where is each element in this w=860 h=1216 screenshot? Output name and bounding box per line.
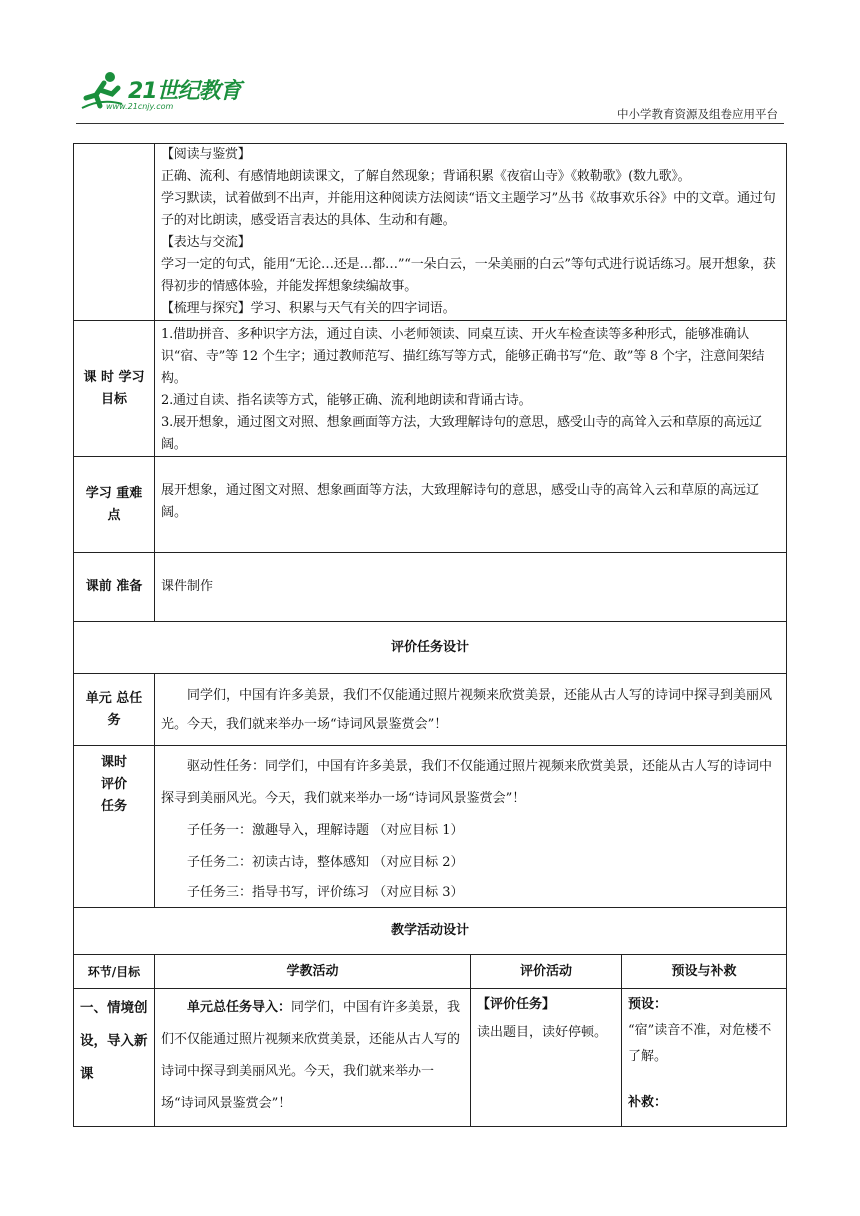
explore-text: 【梳理与探究】学习、积累与天气有关的四字词语。 [161,301,456,316]
goal-item: 1.借助拼音、多种识字方法，通过自读、小老师领读、同桌互读、开火车检查读等多种形式，能够准确认识“宿、寺”等 12 个生字；通过教师范写、描红练写等方式，能够正确书写“危、敢”等 8 个字，注意间架结构。 [161,327,765,386]
unit-goals-row [74,144,787,321]
lesson-task-label-2: 评价 [100,777,127,792]
sub-task-2: 子任务二：初读古诗，整体感知 （对应目标 2） [187,855,464,870]
eval-task-text: 读出题目，读好停顿。 [477,1025,608,1040]
lesson-task-label [74,746,155,908]
reading-text-2: 学习默读，试着做到不出声，并能用这种阅读方法阅读“语文主题学习”丛书《故事欢乐谷》中的文章。通过句子的对比朗读，感受语言表达的具体、生动和有趣。 [161,191,776,228]
key-points-row [74,457,787,553]
express-text: 学习一定的句式，能用“无论…还是…都…”“一朵白云，一朵美丽的白云”等句式进行说话练习。展开想象，获得初步的情感体验，并能发挥想象续编故事。 [161,257,776,294]
col-eval-header: 评价活动 [471,955,622,989]
drive-task: 驱动性任务：同学们，中国有许多美景，我们不仅能通过照片视频来欣赏美景，还能从古人写的诗词中探寻到美丽风光。今天，我们就来举办一场“诗词风景鉴赏会”！ [161,759,773,806]
col-preset-header: 预设与补救 [622,955,787,989]
activity-header-row [74,955,787,989]
col-stage-header: 环节/目标 [74,955,155,989]
logo-url: www.21cnjy.com [106,102,174,111]
lesson-task-row [74,746,787,908]
preset-head: 预设： [628,997,668,1012]
express-head: 【表达与交流】 [161,235,251,250]
unit-task-row [74,674,787,746]
lesson-plan-table [73,143,787,1127]
lesson-task-content [155,746,787,908]
prep-label: 课前 准备 [74,553,155,622]
activity-row [74,989,787,1127]
unit-task-intro-label: 单元总任务导入： [187,1000,292,1015]
lesson-goals-row [74,321,787,457]
prep-row [74,553,787,622]
col-teach-header: 学教活动 [155,955,471,989]
unit-task-label: 单元 总任务 [74,674,155,746]
teach-cell [155,989,471,1127]
key-points-text: 展开想象，通过图文对照、想象画面等方法，大致理解诗句的意思，感受山寺的高耸入云和草原的高远辽阔。 [155,457,787,553]
lesson-task-label-3: 任务 [100,799,127,814]
eval-cell [471,989,622,1127]
empty-label-cell [74,144,155,321]
platform-name: 中小学教育资源及组卷应用平台 [617,107,778,121]
reading-text-1: 正确、流利、有感情地朗读课文，了解自然现象；背诵积累《夜宿山寺》《敕勒歌》(数九歌》。 [161,169,691,184]
eval-task-head: 【评价任务】 [477,997,556,1012]
logo [76,68,276,112]
stage-cell: 一、情境创设，导入新课 [74,989,155,1127]
activity-section-title: 教学活动设计 [74,908,787,955]
unit-task-intro-text: 同学们，中国有许多美景，我们不仅能通过照片视频来欣赏美景，还能从古人写的诗词中探寻到美丽风光。今天，我们就来举办一场“诗词风景鉴赏会”！ [161,1000,461,1111]
remedy-head: 补救： [628,1095,668,1110]
lesson-goals-label: 课 时 学习目标 [74,321,155,457]
preset-cell [622,989,787,1127]
logo-text: 21世纪教育 [128,79,241,104]
prep-text: 课件制作 [155,553,787,622]
goal-item: 2.通过自读、指名读等方式，能够正确、流利地朗读和背诵古诗。 [161,393,532,408]
lesson-goals-content [155,321,787,457]
eval-section-title: 评价任务设计 [74,622,787,674]
sub-task-3: 子任务三：指导书写，评价练习 （对应目标 3） [187,885,464,900]
key-points-label: 学习 重难点 [74,457,155,553]
header-divider [76,123,784,124]
sub-task-1: 子任务一：激趣导入，理解诗题 （对应目标 1） [187,823,464,838]
lesson-task-label-1: 课时 [100,755,127,770]
page-header [76,68,784,122]
goal-item: 3.展开想象，通过图文对照、想象画面等方法，大致理解诗句的意思，感受山寺的高耸入云和草原的高远辽阔。 [161,415,762,452]
reading-head: 【阅读与鉴赏】 [161,147,251,162]
activity-section-row [74,908,787,955]
unit-goals-content [155,144,787,321]
unit-task-text: 同学们，中国有许多美景，我们不仅能通过照片视频来欣赏美景，还能从古人写的诗词中探寻到美丽风光。今天，我们就来举办一场“诗词风景鉴赏会”！ [155,674,787,746]
preset-text: “宿”读音不准，对危楼不了解。 [628,1023,772,1064]
eval-section-row [74,622,787,674]
